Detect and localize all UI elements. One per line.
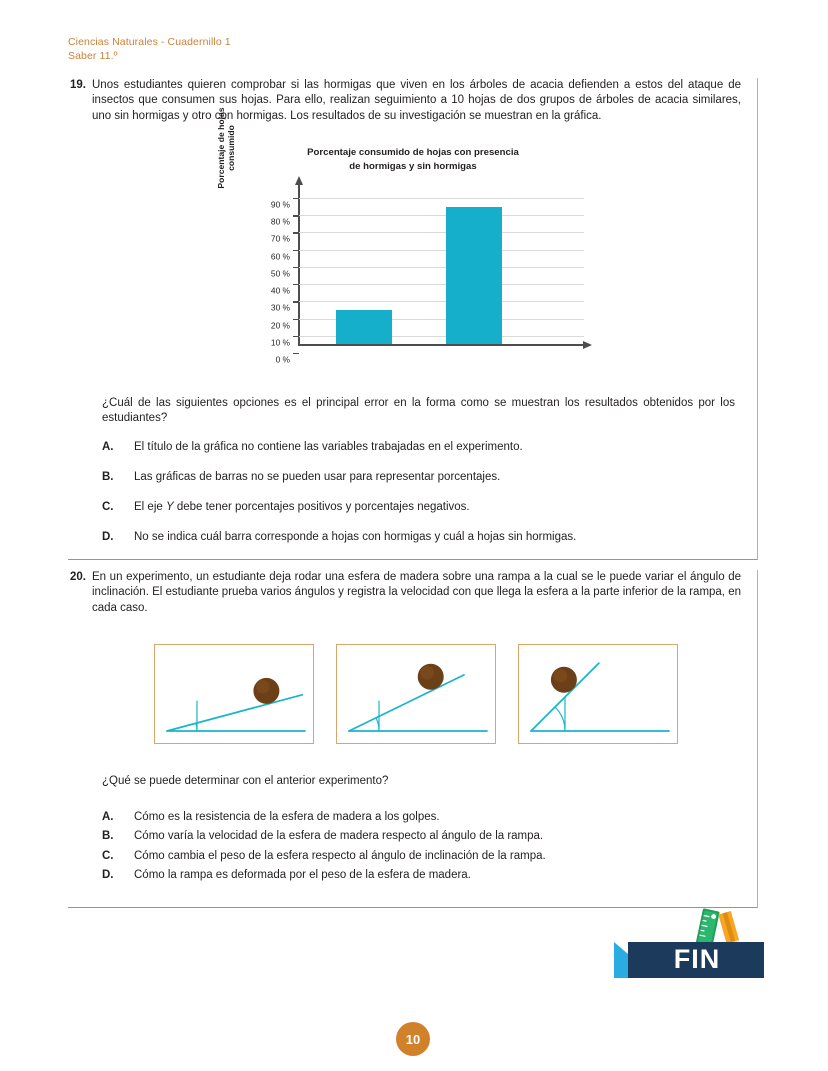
chart-y-tick-mark [293, 215, 299, 216]
ramp-line [349, 675, 464, 731]
question-19-prompt: ¿Cuál de las siguientes opciones es el principal error en la forma como se muestran los resultados obtenidos por los estudiantes? [102, 397, 735, 425]
running-header-line-1: Ciencias Naturales - Cuadernillo 1 [68, 36, 231, 48]
option-text: Cómo cambia el peso de la esfera respecto al ángulo de inclinación de la rampa. [134, 849, 546, 862]
angle-arc [555, 707, 565, 731]
option-a[interactable] [102, 440, 576, 455]
ramp-medium [336, 644, 496, 744]
question-20-options [102, 810, 546, 888]
question-20-stem: En un experimento, un estudiante deja rodar una esfera de madera sobre una rampa a la cual se le puede variar el ángulo de inclinación. El estudiante prueba varios ángulos y registra la velocidad con que llega la esfera a la parte inferior de la rampa, en cada caso. [92, 571, 741, 614]
chart-gridline [298, 301, 584, 302]
chart-bar [336, 310, 392, 344]
option-letter: C. [102, 849, 114, 862]
fin-label: FIN [673, 943, 721, 974]
chart-gridline [298, 232, 584, 233]
chart-y-axis-ticks [238, 198, 290, 365]
option-letter: B. [102, 830, 114, 843]
chart-y-tick-label: 50 % [270, 268, 290, 279]
running-header [68, 36, 231, 63]
chart-plot-area [298, 191, 588, 346]
option-b[interactable] [102, 829, 546, 844]
chart-y-axis-line [298, 184, 300, 346]
question-20-prompt: ¿Qué se puede determinar con el anterior experimento? [102, 775, 389, 787]
option-a[interactable] [102, 810, 546, 825]
chart-y-tick-label: 80 % [270, 216, 290, 227]
chart-y-axis-arrow [295, 176, 303, 185]
option-d[interactable] [102, 868, 546, 883]
running-header-line-2: Saber 11.º [68, 49, 118, 62]
chart-gridline [298, 215, 584, 216]
chart-y-tick-mark [293, 267, 299, 268]
chart-y-tick-label: 70 % [270, 233, 290, 244]
page-number-badge: 10 [396, 1022, 430, 1056]
option-letter: C. [102, 500, 114, 513]
option-c[interactable] [102, 500, 576, 515]
option-text: Las gráficas de barras no se pueden usar para representar porcentajes. [134, 470, 501, 483]
chart-title-line-2: de hormigas y sin hormigas [349, 161, 477, 172]
chart-title [68, 146, 758, 174]
chart-y-tick-label: 30 % [270, 302, 290, 313]
chart-y-tick-mark [293, 232, 299, 233]
chart-y-axis-label-line-1: Porcentaje de hojas [216, 107, 226, 189]
option-letter: D. [102, 530, 114, 543]
option-letter: A. [102, 811, 114, 823]
chart-gridline [298, 284, 584, 285]
option-d[interactable] [102, 530, 576, 545]
chart-y-tick-mark [293, 284, 299, 285]
option-c[interactable] [102, 849, 546, 864]
option-text: No se indica cuál barra corresponde a hojas con hormigas y cuál a hojas sin hormigas. [134, 530, 577, 543]
question-19-stem: Unos estudiantes quieren comprobar si las hormigas que viven en los árboles de acacia defienden a estos del ataque de insectos que consumen sus hojas. Para ello, realizan seguimiento a 10 hojas de dos grupos de árboles de acacia similares, uno sin hormigas y otro con hormigas. Los resultados de su investigación se muestran en la gráfica. [92, 79, 741, 122]
chart-y-tick-mark [293, 336, 299, 337]
question-19-options [102, 440, 576, 560]
option-letter: A. [102, 441, 114, 453]
chart-y-tick-label: 0 % [275, 354, 290, 365]
question-block-20 [68, 570, 758, 908]
option-text: Cómo varía la velocidad de la esfera de madera respecto al ángulo de la rampa. [134, 830, 544, 843]
ramp-figure-group [154, 644, 754, 756]
chart-y-tick-label: 20 % [270, 320, 290, 331]
chart-y-axis-label [216, 98, 236, 198]
chart-y-tick-mark [293, 353, 299, 354]
option-letter: B. [102, 470, 114, 483]
question-19-heading [68, 78, 757, 124]
chart-y-tick-mark [293, 301, 299, 302]
option-text: El título de la gráfica no contiene las variables trabajadas en el experimento. [134, 441, 523, 453]
chart-y-axis-label-line-2: consumido [226, 125, 236, 171]
option-text: El eje Y debe tener porcentajes positivos y porcentajes negativos. [134, 500, 470, 513]
option-text: Cómo la rampa es deformada por el peso de la esfera de madera. [134, 869, 471, 882]
chart-y-tick-label: 10 % [270, 337, 290, 348]
chart-y-tick-label: 40 % [270, 285, 290, 296]
chart-x-axis-line [298, 344, 584, 346]
chart-gridline [298, 267, 584, 268]
chart-y-tick-mark [293, 198, 299, 199]
chart-title-line-1: Porcentaje consumido de hojas con presencia [307, 147, 519, 158]
chart-y-tick-label: 60 % [270, 251, 290, 262]
chart-y-tick-label: 90 % [270, 199, 290, 210]
chart-y-tick-mark [293, 250, 299, 251]
fin-logo [614, 908, 764, 980]
chart-figure [68, 107, 758, 386]
ramp-shallow [154, 644, 314, 744]
chart-x-axis-arrow [583, 341, 592, 349]
question-19-number: 19. [70, 79, 86, 91]
chart-bar [446, 207, 502, 345]
question-block-19 [68, 78, 758, 560]
option-text: Cómo es la resistencia de la esfera de madera a los golpes. [134, 811, 440, 823]
option-b[interactable] [102, 470, 576, 485]
ramp-steep [518, 644, 678, 744]
question-20-number: 20. [70, 571, 86, 583]
chart-gridline [298, 250, 584, 251]
option-letter: D. [102, 869, 114, 882]
ramp-line [167, 695, 302, 731]
chart-y-tick-mark [293, 319, 299, 320]
question-20-heading [68, 570, 757, 616]
chart-gridline [298, 198, 584, 199]
